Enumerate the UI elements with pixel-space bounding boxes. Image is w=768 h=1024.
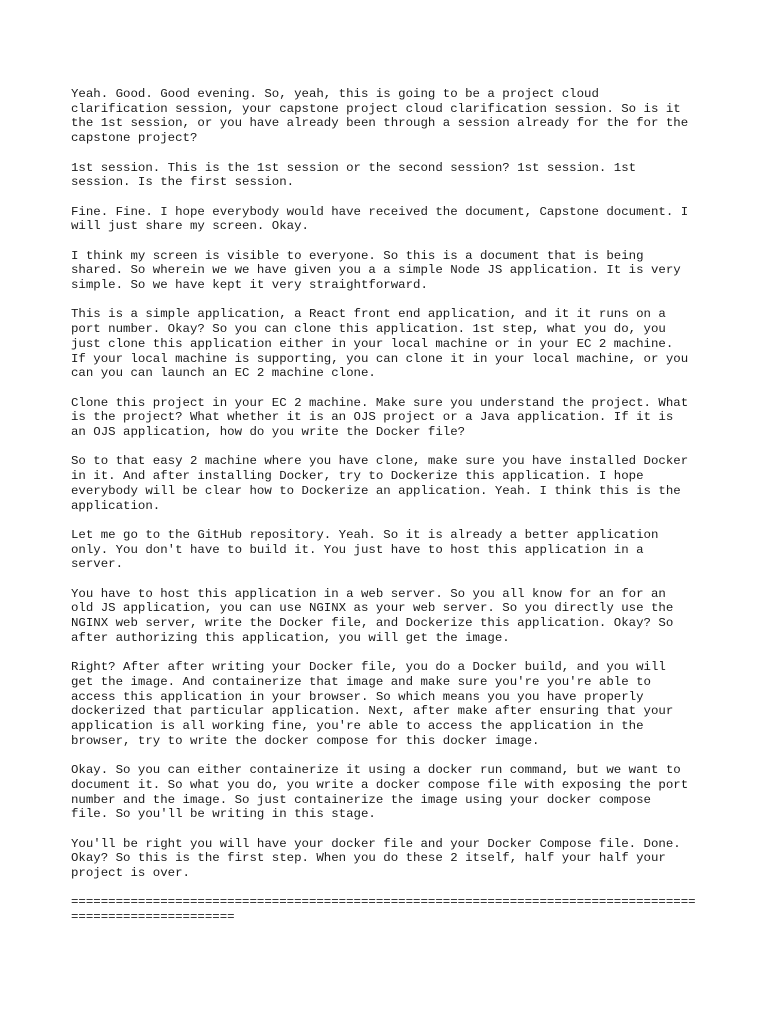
paragraph-6: Clone this project in your EC 2 machine. Make sure you understand the project. What is the project? What whether it is an OJS project or a Java application. If it is an OJS application, how do you write the Docker file? (71, 395, 689, 440)
paragraph-9: You have to host this application in a web server. So you all know for an for an old JS application, you can use NGINX as your web server. So you directly use the NGINX web server, write the Docker file, and Dockerize this application. Okay? So after authorizing this application, you will get the image. (71, 586, 674, 645)
paragraph-7: So to that easy 2 machine where you have clone, make sure you have installed Docker in it. And after installing Docker, try to Dockerize this application. I hope everybody will be clear how to Dockerize an application. Yeah. I think this is the application. (71, 454, 689, 513)
paragraph-1: Yeah. Good. Good evening. So, yeah, this is going to be a project cloud clarification session, your capstone project cloud clarification session. So is it the 1st session, or you have already been through a session already for the for the capstone project? (71, 87, 689, 146)
paragraph-11: Okay. So you can either containerize it using a docker run command, but we want to document it. So what you do, you write a docker compose file with exposing the port number and the image. So just containerize the image using your docker compose file. So you'll be writing in this stage. (71, 763, 689, 822)
paragraph-3: Fine. Fine. I hope everybody would have received the document, Capstone document. I will just share my screen. Okay. (71, 204, 689, 234)
paragraph-10: Right? After after writing your Docker file, you do a Docker build, and you will get the image. And containerize that image and make sure you're you're able to access this application in your browser. So which means you you have properly dockerized that particular application. Next, after make after ensuring that your application is all working fine, you're able to access the application in the browser, try to write the docker compose for this docker image. (71, 660, 674, 748)
paragraph-4: I think my screen is visible to everyone. So this is a document that is being shared. So wherein we we have given you a a simple Node JS application. It is very simple. So we have kept it very straightforward. (71, 248, 681, 293)
paragraph-12: You'll be right you will have your docker file and your Docker Compose file. Done. Okay? So this is the first step. When you do these 2 itself, half your half your project is over. (71, 836, 681, 881)
paragraph-8: Let me go to the GitHub repository. Yeah. So it is already a better application only. You don't have to build it. You just have to host this application in a server. (71, 527, 659, 572)
paragraph-2: 1st session. This is the 1st session or the second session? 1st session. 1st session. Is the first session. (71, 160, 637, 190)
document-page (71, 87, 711, 925)
section-divider: ==================================================================================== ====================== (71, 895, 696, 925)
paragraph-5: This is a simple application, a React front end application, and it it runs on a port number. Okay? So you can clone this application. 1st step, what you do, you just clone this application either in your local machine or in your EC 2 machine. If your local machine is supporting, you can clone it in your local machine, or you can you can launch an EC 2 machine clone. (71, 307, 689, 381)
